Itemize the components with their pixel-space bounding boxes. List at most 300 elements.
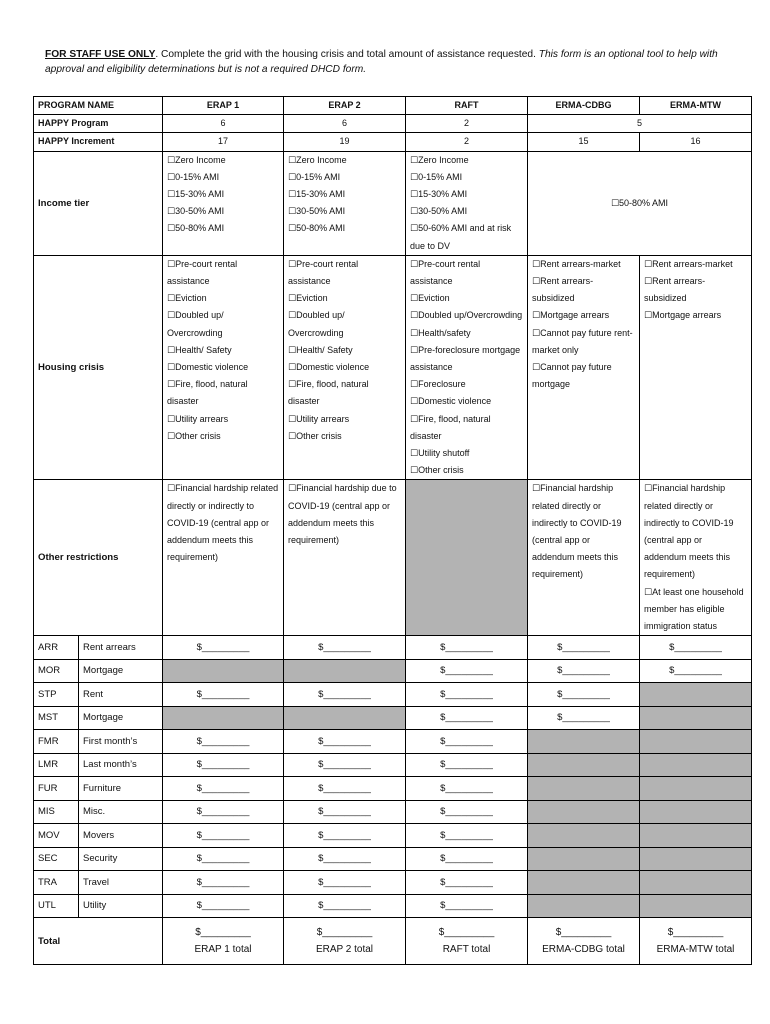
amount-blank[interactable]: $_________ [555, 927, 612, 939]
housing-crisis-option [532, 325, 635, 359]
total-erma-mtw [640, 918, 752, 965]
amount-blank[interactable]: $_________ [667, 927, 724, 939]
checkbox-icon[interactable]: ☐ [410, 413, 419, 424]
income-tier-option [288, 152, 401, 169]
amount-blank[interactable]: $_________ [195, 927, 251, 939]
checkbox-icon[interactable]: ☐ [167, 310, 176, 321]
housing-crisis-option [167, 359, 279, 376]
restriction-option [532, 480, 635, 583]
housing-crisis-option-label: Doubled up/ Overcrowding [167, 310, 224, 338]
amount-cell [163, 871, 284, 895]
checkbox-icon[interactable]: ☐ [410, 206, 419, 217]
assistance-description: Movers [79, 824, 163, 848]
amount-blank[interactable]: $_________ [440, 712, 493, 724]
assistance-code: FMR [34, 730, 79, 754]
checkbox-icon[interactable]: ☐ [410, 293, 419, 304]
housing-crisis-option [288, 307, 401, 341]
happy-increment-label: HAPPY Increment [34, 133, 163, 151]
housing-crisis-option-label: Other crisis [175, 430, 221, 441]
shaded-cell [640, 824, 752, 848]
checkbox-icon[interactable]: ☐ [410, 465, 419, 476]
income-tier-option [288, 186, 401, 203]
checkbox-icon[interactable]: ☐ [288, 171, 297, 182]
happy-increment-raft: 2 [406, 133, 528, 151]
checkbox-icon[interactable]: ☐ [288, 362, 297, 373]
checkbox-icon[interactable]: ☐ [167, 430, 176, 441]
shaded-cell [284, 706, 406, 730]
checkbox-icon[interactable]: ☐ [644, 276, 653, 287]
checkbox-icon[interactable]: ☐ [410, 171, 419, 182]
checkbox-icon[interactable]: ☐ [288, 413, 297, 424]
housing-crisis-option [410, 307, 523, 324]
assistance-description: Last month’s [79, 753, 163, 777]
income-tier-erap1 [163, 151, 284, 255]
housing-crisis-option [410, 462, 523, 479]
income-tier-option [410, 203, 523, 220]
checkbox-icon[interactable]: ☐ [644, 586, 653, 597]
income-tier-erap2 [284, 151, 406, 255]
housing-crisis-option [167, 376, 279, 410]
income-tier-option [410, 169, 523, 186]
amount-row [34, 894, 752, 918]
housing-crisis-option-label: Mortgage arrears [652, 310, 722, 321]
amount-cell [163, 683, 284, 707]
happy-program-raft: 2 [406, 115, 528, 133]
checkbox-icon[interactable]: ☐ [410, 396, 419, 407]
income-tier-option-label: 15-30% AMI [418, 189, 468, 200]
amount-blank[interactable]: $_________ [669, 665, 722, 677]
amount-blank[interactable]: $_________ [316, 927, 373, 939]
housing-crisis-option-label: Other crisis [296, 430, 342, 441]
checkbox-icon[interactable]: ☐ [288, 310, 297, 321]
amount-cell [406, 753, 528, 777]
housing-crisis-option [167, 256, 279, 290]
happy-program-label: HAPPY Program [34, 115, 163, 133]
amount-blank[interactable]: $_________ [440, 876, 493, 888]
housing-crisis-erma-cdbg [528, 255, 640, 480]
housing-crisis-option-label: Utility arrears [175, 413, 229, 424]
assistance-description: Security [79, 847, 163, 871]
checkbox-icon[interactable]: ☐ [532, 327, 541, 338]
amount-blank[interactable]: $_________ [196, 688, 250, 700]
amount-cell [406, 871, 528, 895]
restriction-option [167, 480, 279, 566]
happy-program-erap2: 6 [284, 115, 406, 133]
income-tier-option-label: 50-80% AMI [296, 223, 346, 234]
shaded-cell [528, 730, 640, 754]
restriction-option [644, 480, 747, 583]
housing-crisis-option-label: Other crisis [418, 465, 464, 476]
checkbox-icon[interactable]: ☐ [288, 430, 297, 441]
other-restrictions-erma-cdbg [528, 480, 640, 636]
amount-cell [406, 730, 528, 754]
income-tier-raft [406, 151, 528, 255]
housing-crisis-option-label: Cannot pay future rent-market only [532, 327, 633, 355]
amount-cell [406, 636, 528, 660]
checkbox-icon[interactable]: ☐ [410, 327, 419, 338]
housing-crisis-option [410, 376, 523, 393]
checkbox-icon[interactable]: ☐ [288, 189, 297, 200]
shaded-cell [640, 706, 752, 730]
checkbox-icon[interactable]: ☐ [288, 258, 297, 269]
housing-crisis-option-label: Pre-foreclosure mortgage assistance [410, 344, 521, 373]
housing-crisis-option [410, 325, 523, 342]
amount-cell [284, 800, 406, 824]
assistance-description: Utility [79, 894, 163, 918]
assistance-code: MOV [34, 824, 79, 848]
amount-cell [406, 800, 528, 824]
assistance-code: MIS [34, 800, 79, 824]
housing-crisis-option-label: Eviction [175, 293, 207, 304]
restriction-option-label: Financial hardship due to COVID-19 (central app or addendum meets this requirement) [288, 483, 397, 546]
housing-crisis-option [288, 411, 401, 428]
checkbox-icon[interactable]: ☐ [167, 206, 176, 217]
happy-program-erap1: 6 [163, 115, 284, 133]
assistance-description: Mortgage [79, 706, 163, 730]
housing-crisis-option [288, 376, 401, 410]
housing-crisis-option [410, 342, 523, 376]
amount-blank[interactable]: $_________ [438, 927, 495, 939]
shaded-cell [163, 706, 284, 730]
checkbox-icon[interactable]: ☐ [288, 483, 297, 494]
housing-crisis-option-label: Foreclosure [418, 379, 466, 390]
total-erma-cdbg [528, 918, 640, 965]
restriction-option-label: Financial hardship related directly or indirectly to COVID-19 (central app or addendum meets this requirement) [532, 483, 622, 580]
checkbox-icon[interactable]: ☐ [644, 483, 653, 494]
happy-increment-erap1: 17 [163, 133, 284, 151]
checkbox-icon[interactable]: ☐ [167, 223, 176, 234]
housing-crisis-option-label: Rent arrears-subsidized [644, 276, 706, 304]
checkbox-icon[interactable]: ☐ [167, 483, 176, 494]
other-restrictions-erap1 [163, 480, 284, 636]
checkbox-icon[interactable]: ☐ [410, 310, 419, 321]
income-tier-option-label: 0-15% AMI [296, 171, 341, 182]
checkbox-icon[interactable]: ☐ [167, 379, 176, 390]
income-tier-option-label: 0-15% AMI [418, 171, 463, 182]
restriction-option [644, 584, 747, 636]
checkbox-icon[interactable]: ☐ [644, 258, 653, 269]
column-erma-cdbg: ERMA-CDBG [528, 97, 640, 115]
housing-crisis-option [167, 290, 279, 307]
other-restrictions-erma-mtw [640, 480, 752, 636]
amount-row [34, 706, 752, 730]
shaded-cell [528, 847, 640, 871]
housing-crisis-option-label: Eviction [296, 293, 328, 304]
housing-crisis-option [167, 411, 279, 428]
other-restrictions-raft-shaded [406, 480, 528, 636]
amount-row [34, 730, 752, 754]
income-tier-option [167, 152, 279, 169]
amount-blank[interactable]: $_________ [440, 688, 493, 700]
checkbox-icon[interactable]: ☐ [167, 293, 176, 304]
amount-blank[interactable]: $_________ [440, 759, 493, 771]
housing-crisis-option-label: Doubled up/Overcrowding [418, 310, 523, 321]
checkbox-icon[interactable]: ☐ [167, 362, 176, 373]
housing-crisis-option-label: Domestic violence [175, 362, 249, 373]
housing-crisis-option [288, 256, 401, 290]
form-instructions [45, 47, 735, 77]
checkbox-icon[interactable]: ☐ [410, 223, 419, 234]
housing-crisis-option-label: Eviction [418, 293, 450, 304]
checkbox-icon[interactable]: ☐ [532, 483, 541, 494]
income-tier-option-label: 15-30% AMI [175, 189, 225, 200]
income-tier-option-label: 30-50% AMI [296, 206, 346, 217]
assistance-code: MST [34, 706, 79, 730]
amount-blank[interactable]: $_________ [440, 829, 493, 841]
amount-blank[interactable]: $_________ [440, 735, 493, 747]
income-tier-option [167, 186, 279, 203]
assistance-description: Mortgage [79, 659, 163, 683]
restriction-option-label: Financial hardship related directly or indirectly to COVID-19 (central app or addendum meets this requirement) [644, 483, 734, 580]
income-tier-option-label: 50-60% AMI and at risk due to DV [410, 223, 512, 251]
checkbox-icon[interactable]: ☐ [410, 344, 419, 355]
housing-crisis-option-label: Rent arrears-subsidized [532, 276, 594, 304]
housing-crisis-option-label: Pre-court rental assistance [167, 258, 238, 287]
checkbox-icon[interactable]: ☐ [410, 379, 419, 390]
checkbox-icon[interactable]: ☐ [167, 258, 176, 269]
income-tier-option-label: Zero Income [175, 154, 226, 165]
income-tier-option-label: 30-50% AMI [418, 206, 468, 217]
amount-blank[interactable]: $_________ [557, 641, 610, 653]
amount-blank[interactable]: $_________ [318, 735, 371, 747]
amount-blank[interactable]: $_________ [440, 782, 493, 794]
checkbox-icon[interactable]: ☐ [167, 413, 176, 424]
amount-blank[interactable]: $_________ [440, 806, 493, 818]
checkbox-icon[interactable]: ☐ [532, 362, 541, 373]
amount-cell [640, 636, 752, 660]
assistance-description: Rent [79, 683, 163, 707]
column-erap1: ERAP 1 [163, 97, 284, 115]
income-tier-option [410, 152, 523, 169]
housing-crisis-option-label: Fire, flood, natural disaster [288, 379, 369, 407]
amount-cell [528, 636, 640, 660]
housing-crisis-option [532, 307, 635, 324]
amount-row [34, 871, 752, 895]
amount-cell [406, 894, 528, 918]
amount-cell [163, 824, 284, 848]
income-tier-option [410, 186, 523, 203]
checkbox-icon[interactable]: ☐ [532, 276, 541, 287]
amount-row [34, 636, 752, 660]
amount-blank[interactable]: $_________ [318, 853, 371, 865]
shaded-cell [163, 659, 284, 683]
assistance-code: SEC [34, 847, 79, 871]
total-label: Total [34, 918, 163, 965]
housing-crisis-option [410, 290, 523, 307]
amount-cell [406, 683, 528, 707]
total-caption: ERAP 1 total [194, 944, 252, 956]
checkbox-icon[interactable]: ☐ [167, 171, 176, 182]
amount-blank[interactable]: $_________ [557, 688, 610, 700]
checkbox-icon[interactable]: ☐ [410, 154, 419, 165]
amount-blank[interactable]: $_________ [318, 900, 371, 912]
amount-blank[interactable]: $_________ [318, 876, 371, 888]
amount-blank[interactable]: $_________ [318, 759, 371, 771]
assistance-code: UTL [34, 894, 79, 918]
amount-cell [284, 824, 406, 848]
checkbox-icon[interactable]: ☐ [167, 344, 176, 355]
income-tier-option-label: 15-30% AMI [296, 189, 346, 200]
housing-crisis-option-label: Domestic violence [296, 362, 370, 373]
shaded-cell [528, 800, 640, 824]
checkbox-icon[interactable]: ☐ [288, 379, 297, 390]
checkbox-icon[interactable]: ☐ [532, 310, 541, 321]
amount-cell [406, 847, 528, 871]
amount-blank[interactable]: $_________ [669, 641, 722, 653]
amount-cell [163, 636, 284, 660]
shaded-cell [528, 777, 640, 801]
housing-crisis-option [167, 342, 279, 359]
instructions-text: . Complete the grid with the housing crisis and total amount of assistance requested. [155, 49, 539, 60]
housing-crisis-label: Housing crisis [34, 255, 163, 480]
amount-cell [163, 800, 284, 824]
checkbox-icon[interactable]: ☐ [410, 189, 419, 200]
income-tier-erma [528, 151, 752, 255]
amount-blank[interactable]: $_________ [196, 759, 250, 771]
restriction-option-label: Financial hardship related directly or indirectly to COVID-19 (central app or addendum meets this requirement) [167, 483, 279, 563]
shaded-cell [640, 777, 752, 801]
optional-tool-note: This form is an optional tool to help with approval and eligibility determinations but is not a required DHCD form. [45, 49, 718, 75]
amount-blank[interactable]: $_________ [196, 735, 250, 747]
shaded-cell [640, 800, 752, 824]
assistance-description: Misc. [79, 800, 163, 824]
amount-blank[interactable]: $_________ [557, 712, 610, 724]
assistance-code: TRA [34, 871, 79, 895]
housing-crisis-option-label: Health/safety [418, 327, 471, 338]
assistance-description: First month’s [79, 730, 163, 754]
shaded-cell [528, 894, 640, 918]
amount-blank[interactable]: $_________ [318, 782, 371, 794]
assistance-code: MOR [34, 659, 79, 683]
happy-increment-erma-mtw: 16 [640, 133, 752, 151]
housing-crisis-erap1 [163, 255, 284, 480]
amount-cell [406, 777, 528, 801]
housing-crisis-option [288, 428, 401, 445]
shaded-cell [640, 871, 752, 895]
amount-blank[interactable]: $_________ [196, 829, 250, 841]
housing-crisis-option [288, 359, 401, 376]
amount-cell [163, 777, 284, 801]
amount-cell [163, 894, 284, 918]
assistance-grid [33, 96, 752, 965]
checkbox-icon[interactable]: ☐ [288, 344, 297, 355]
checkbox-icon[interactable]: ☐ [288, 154, 297, 165]
income-tier-option [167, 203, 279, 220]
checkbox-icon[interactable]: ☐ [532, 258, 541, 269]
amount-blank[interactable]: $_________ [196, 900, 250, 912]
amount-cell [640, 659, 752, 683]
housing-crisis-option-label: Pre-court rental assistance [410, 258, 481, 287]
amount-blank[interactable]: $_________ [196, 806, 250, 818]
column-raft: RAFT [406, 97, 528, 115]
income-tier-option-label: 30-50% AMI [175, 206, 225, 217]
other-restrictions-label: Other restrictions [34, 480, 163, 636]
amount-blank[interactable]: $_________ [318, 641, 371, 653]
housing-crisis-option [410, 445, 523, 462]
amount-blank[interactable]: $_________ [440, 853, 493, 865]
amount-blank[interactable]: $_________ [196, 641, 250, 653]
checkbox-icon[interactable]: ☐ [167, 189, 176, 200]
checkbox-icon[interactable]: ☐ [410, 448, 419, 459]
amount-blank[interactable]: $_________ [440, 900, 493, 912]
income-tier-option [410, 220, 523, 254]
amount-blank[interactable]: $_________ [196, 782, 250, 794]
happy-increment-row [34, 133, 752, 151]
assistance-code: FUR [34, 777, 79, 801]
shaded-cell [284, 659, 406, 683]
income-tier-option [167, 169, 279, 186]
shaded-cell [528, 871, 640, 895]
column-erap2: ERAP 2 [284, 97, 406, 115]
assistance-description: Travel [79, 871, 163, 895]
amount-blank[interactable]: $_________ [440, 641, 493, 653]
amount-cell [406, 706, 528, 730]
amount-blank[interactable]: $_________ [557, 665, 610, 677]
income-tier-option-label: 0-15% AMI [175, 171, 220, 182]
housing-crisis-option-label: Rent arrears-market [652, 258, 733, 269]
housing-crisis-option-label: Pre-court rental assistance [288, 258, 359, 287]
amount-cell [284, 871, 406, 895]
housing-crisis-raft [406, 255, 528, 480]
amount-cell [284, 753, 406, 777]
amount-row [34, 824, 752, 848]
housing-crisis-option-label: Utility shutoff [418, 448, 470, 459]
income-tier-option-label: Zero Income [418, 154, 469, 165]
checkbox-icon[interactable]: ☐ [288, 206, 297, 217]
amount-blank[interactable]: $_________ [318, 806, 371, 818]
amount-blank[interactable]: $_________ [196, 853, 250, 865]
income-tier-option [288, 220, 401, 237]
amount-cell [284, 730, 406, 754]
amount-row [34, 800, 752, 824]
housing-crisis-option [644, 273, 747, 307]
housing-crisis-option [532, 273, 635, 307]
amount-cell [163, 847, 284, 871]
other-restrictions-erap2 [284, 480, 406, 636]
income-tier-option-label: Zero Income [296, 154, 347, 165]
checkbox-icon[interactable]: ☐ [644, 310, 653, 321]
total-raft [406, 918, 528, 965]
amount-blank[interactable]: $_________ [196, 876, 250, 888]
assistance-description: Furniture [79, 777, 163, 801]
amount-blank[interactable]: $_________ [318, 829, 371, 841]
income-tier-option [288, 203, 401, 220]
amount-cell [163, 753, 284, 777]
amount-cell [284, 847, 406, 871]
amount-row [34, 847, 752, 871]
amount-blank[interactable]: $_________ [440, 665, 493, 677]
shaded-cell [640, 753, 752, 777]
assistance-code: STP [34, 683, 79, 707]
amount-cell [284, 636, 406, 660]
checkbox-icon[interactable]: ☐ [610, 197, 620, 208]
happy-increment-erma-cdbg: 15 [528, 133, 640, 151]
income-tier-option-label: 50-80% AMI [175, 223, 225, 234]
checkbox-icon[interactable]: ☐ [410, 258, 419, 269]
amount-blank[interactable]: $_________ [318, 688, 371, 700]
checkbox-icon[interactable]: ☐ [288, 223, 297, 234]
housing-crisis-option-label: Domestic violence [418, 396, 492, 407]
checkbox-icon[interactable]: ☐ [167, 154, 176, 165]
total-caption: ERMA-CDBG total [542, 944, 625, 956]
total-erap1 [163, 918, 284, 965]
amount-row [34, 753, 752, 777]
housing-crisis-option-label: Fire, flood, natural disaster [410, 413, 491, 441]
amount-cell [528, 683, 640, 707]
income-tier-row [34, 151, 752, 255]
checkbox-icon[interactable]: ☐ [288, 293, 297, 304]
housing-crisis-option [532, 359, 635, 393]
